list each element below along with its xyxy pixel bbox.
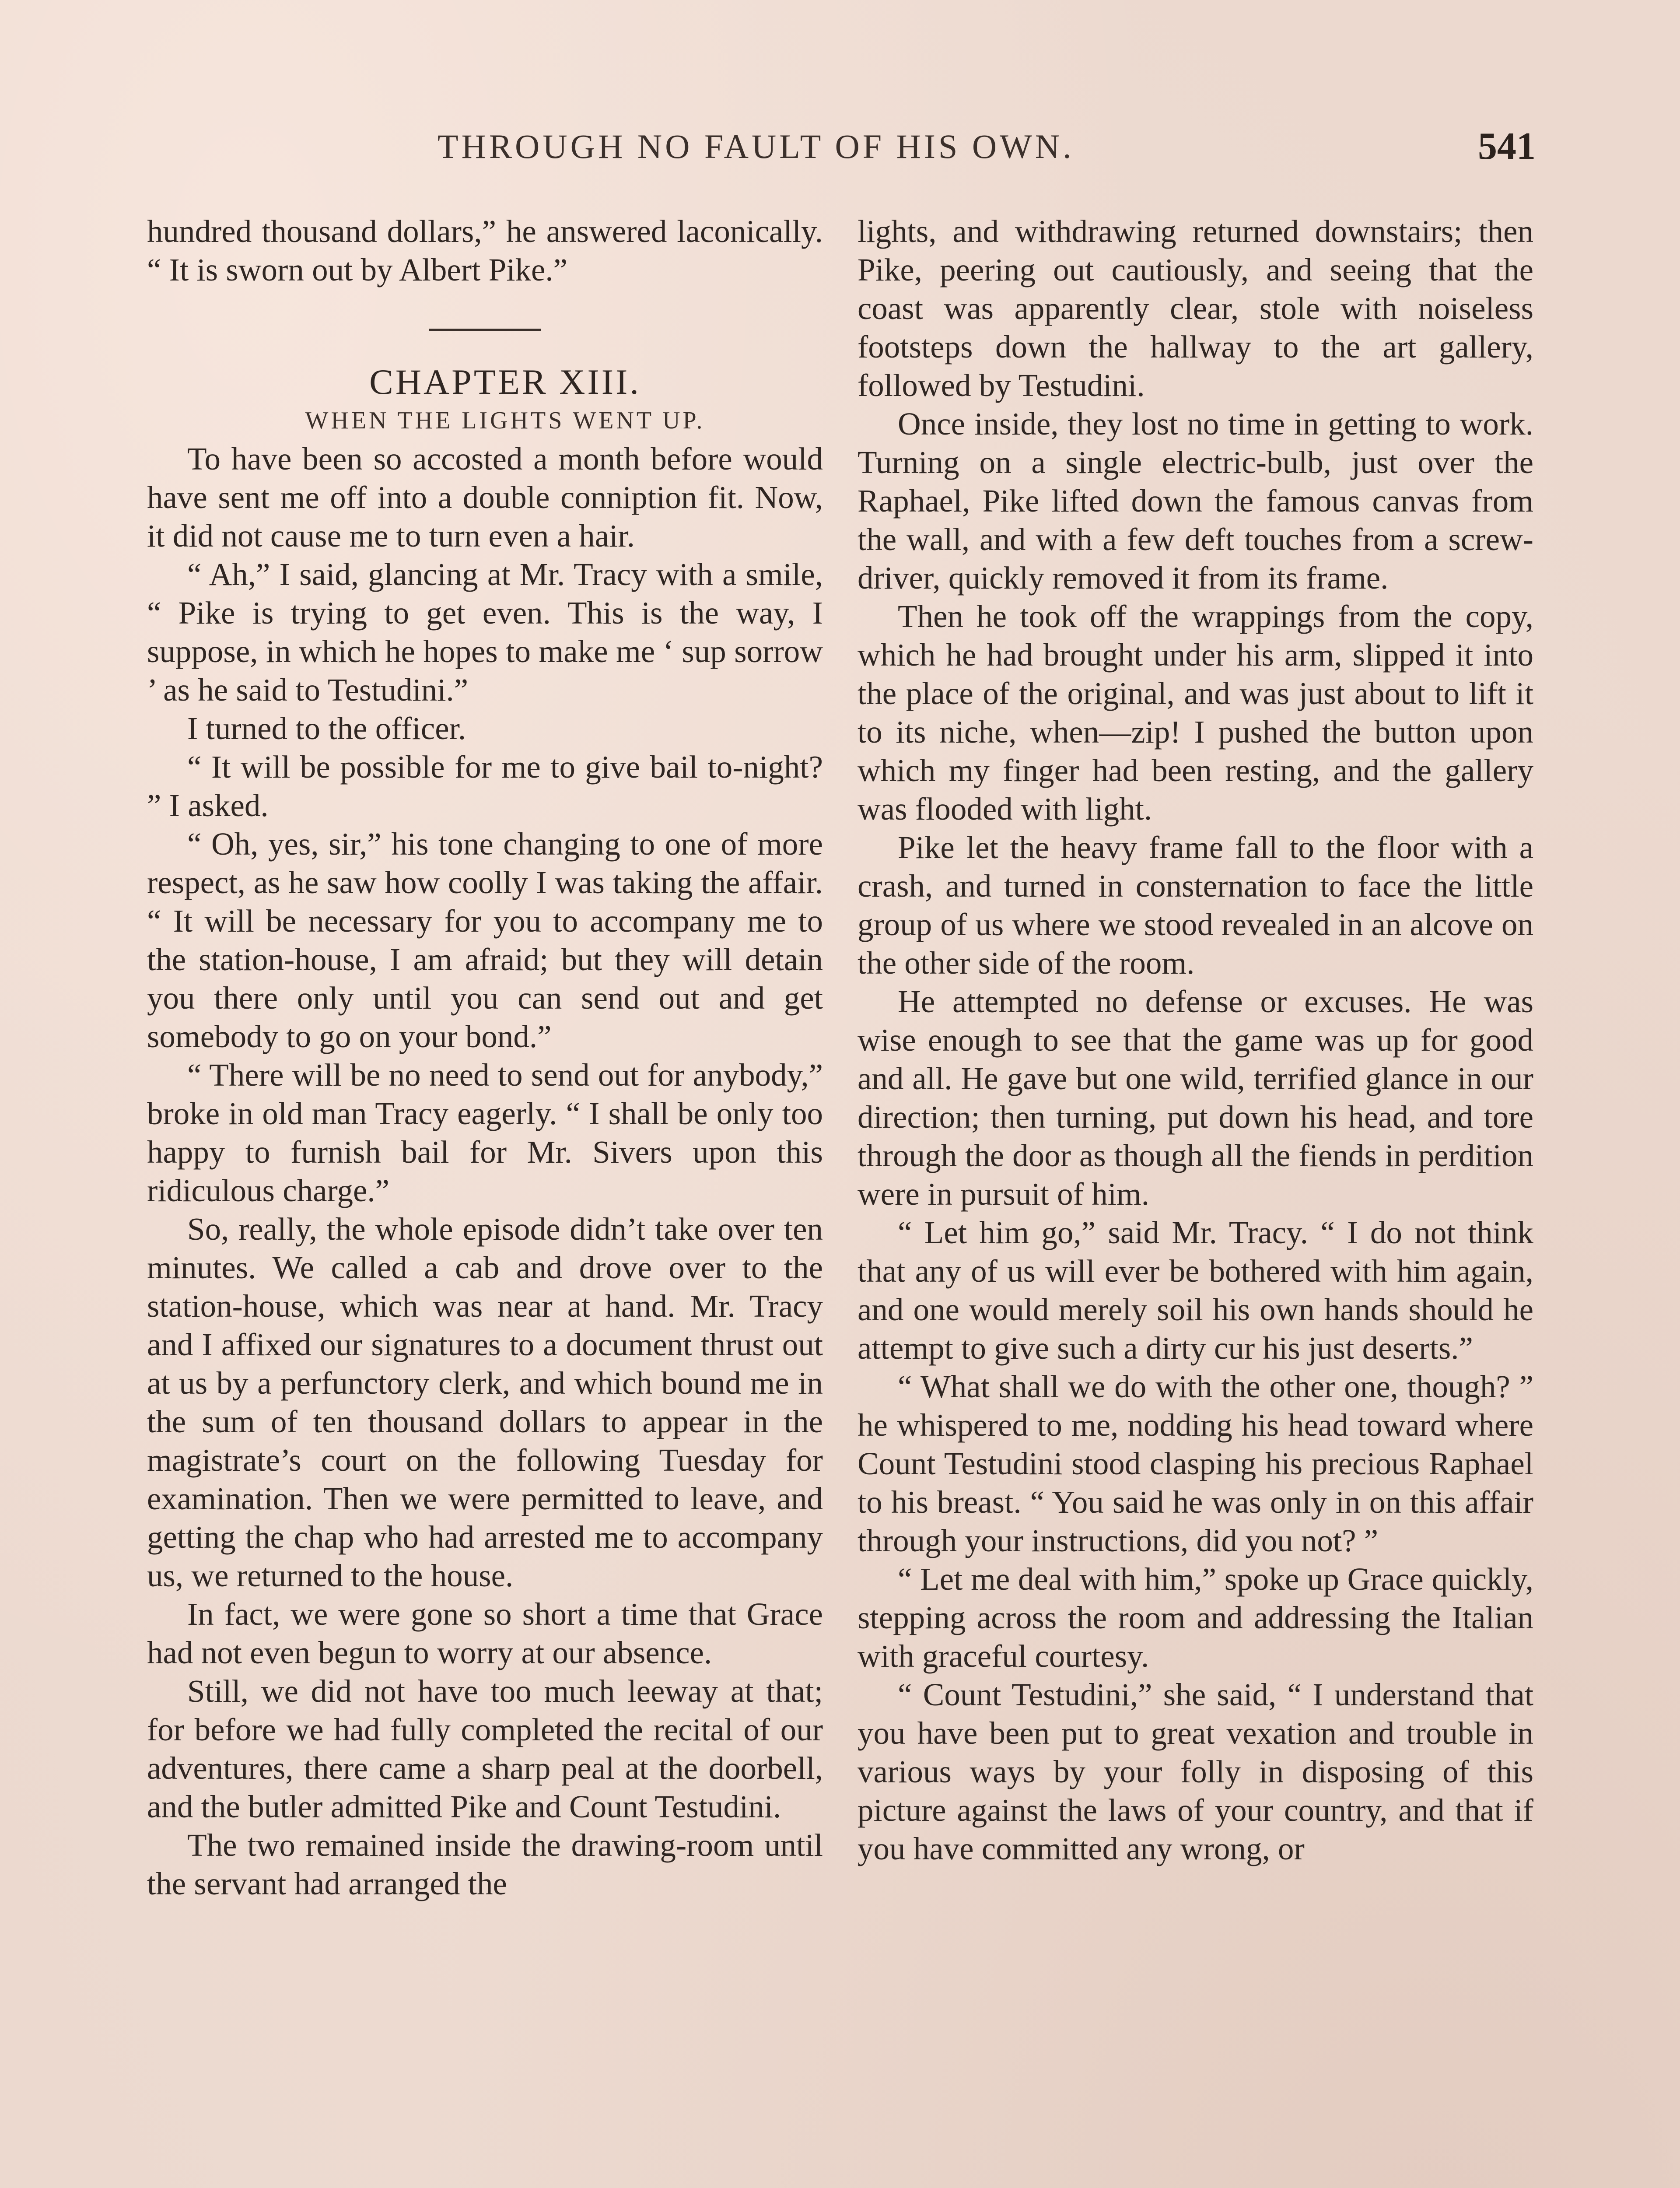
paragraph: The two remained inside the drawing-room until the servant had arranged the bbox=[147, 1827, 823, 1901]
paragraph: To have been so accosted a month before would have sent me off into a double conniption fit. Now, it did not cause me to turn even a hair. bbox=[147, 441, 823, 554]
section-divider bbox=[429, 329, 541, 331]
paragraph: “ Let me deal with him,” spoke up Grace quickly, stepping across the room and addressing the Italian with graceful courtesy. bbox=[858, 1561, 1533, 1674]
paragraph: Then he took off the wrappings from the copy, which he had brought under his arm, slipped it into the place of the original, and was just about to lift it to its niche, when—zip! I pushed the button upon which my finger had been resting, and the gallery was flooded with light. bbox=[858, 599, 1533, 827]
chapter-title: CHAPTER XIII. bbox=[369, 362, 641, 402]
paragraph: So, really, the whole episode didn’t take over ten minutes. We called a cab and drove over to the station-house, which was near at hand. Mr. Tracy and I affixed our signatures to a document thrust out at us by a perfunctory clerk, and which bound me in the sum of ten thousand dollars to appear in the magistrate’s court on the following Tuesday for examination. Then we were permitted to leave, and getting the chap who had arrested me to accompany us, we returned to the house. bbox=[147, 1211, 823, 1593]
paragraph: Pike let the heavy frame fall to the floor with a crash, and turned in consternation to face the little group of us where we stood revealed in an alcove on the other side of the room. bbox=[858, 830, 1533, 981]
paragraph: “ Oh, yes, sir,” his tone changing to one of more respect, as he saw how coolly I was taking the affair. “ It will be necessary for you to accompany me to the station-house, I am afraid; but they will detain you there only until you can send out and get somebody to go on your bond.” bbox=[147, 826, 823, 1054]
paragraph: He attempted no defense or excuses. He was wise enough to see that the game was up for good and all. He gave but one wild, terrified glance in our direction; then turning, put down his head, and tore through the door as though all the fiends in perdition were in pursuit of him. bbox=[858, 984, 1533, 1212]
paragraph-continued: hundred thousand dollars,” he answered laconically. “ It is sworn out by Albert Pike.” bbox=[147, 214, 823, 288]
page-number: 541 bbox=[1478, 125, 1536, 168]
paragraph: “ Count Testudini,” she said, “ I understand that you have been put to great vexation and trouble in various ways by your folly in disposing of this picture against the laws of your country, and that if you have committed any wrong, or bbox=[858, 1677, 1533, 1866]
running-title: THROUGH NO FAULT OF HIS OWN. bbox=[438, 127, 1074, 165]
paragraph: “ Let him go,” said Mr. Tracy. “ I do not think that any of us will ever be bothered with him again, and one would merely soil his own hands should he attempt to give such a dirty cur his just deserts.” bbox=[858, 1215, 1533, 1366]
paragraph: “ What shall we do with the other one, though? ” he whispered to me, nodding his head toward where Count Testudini stood clasping his precious Raphael to his breast. “ You said he was only in on this affair through your instructions, did you not? ” bbox=[858, 1369, 1533, 1558]
paragraph: “ It will be possible for me to give bail to-night? ” I asked. bbox=[147, 749, 823, 823]
paragraph: Once inside, they lost no time in getting to work. Turning on a single electric-bulb, just over the Raphael, Pike lifted down the famous canvas from the wall, and with a few deft touches from a screw-driver, quickly removed it from its frame. bbox=[858, 406, 1533, 596]
paragraph: “ Ah,” I said, glancing at Mr. Tracy with a smile, “ Pike is trying to get even. This is the way, I suppose, in which he hopes to make me ‘ sup sorrow ’ as he said to Testudini.” bbox=[147, 557, 823, 708]
left-column bbox=[147, 212, 823, 1903]
paragraph: I turned to the officer. bbox=[187, 711, 466, 746]
paragraph: “ There will be no need to send out for anybody,” broke in old man Tracy eagerly. “ I shall be only too happy to furnish bail for Mr. Sivers upon this ridiculous charge.” bbox=[147, 1057, 823, 1208]
paragraph: Still, we did not have too much leeway at that; for before we had fully completed the recital of our adventures, there came a sharp peal at the doorbell, and the butler admitted Pike and Count Testudini. bbox=[147, 1673, 823, 1824]
paragraph-continued: lights, and withdrawing returned downstairs; then Pike, peering out cautiously, and seeing that the coast was apparently clear, stole with noiseless footsteps down the hallway to the art gallery, followed by Testudini. bbox=[858, 214, 1533, 403]
paragraph: In fact, we were gone so short a time that Grace had not even begun to worry at our absence. bbox=[147, 1596, 823, 1670]
right-column bbox=[858, 212, 1533, 1868]
chapter-subtitle: WHEN THE LIGHTS WENT UP. bbox=[305, 407, 705, 434]
page-header bbox=[144, 118, 1536, 184]
